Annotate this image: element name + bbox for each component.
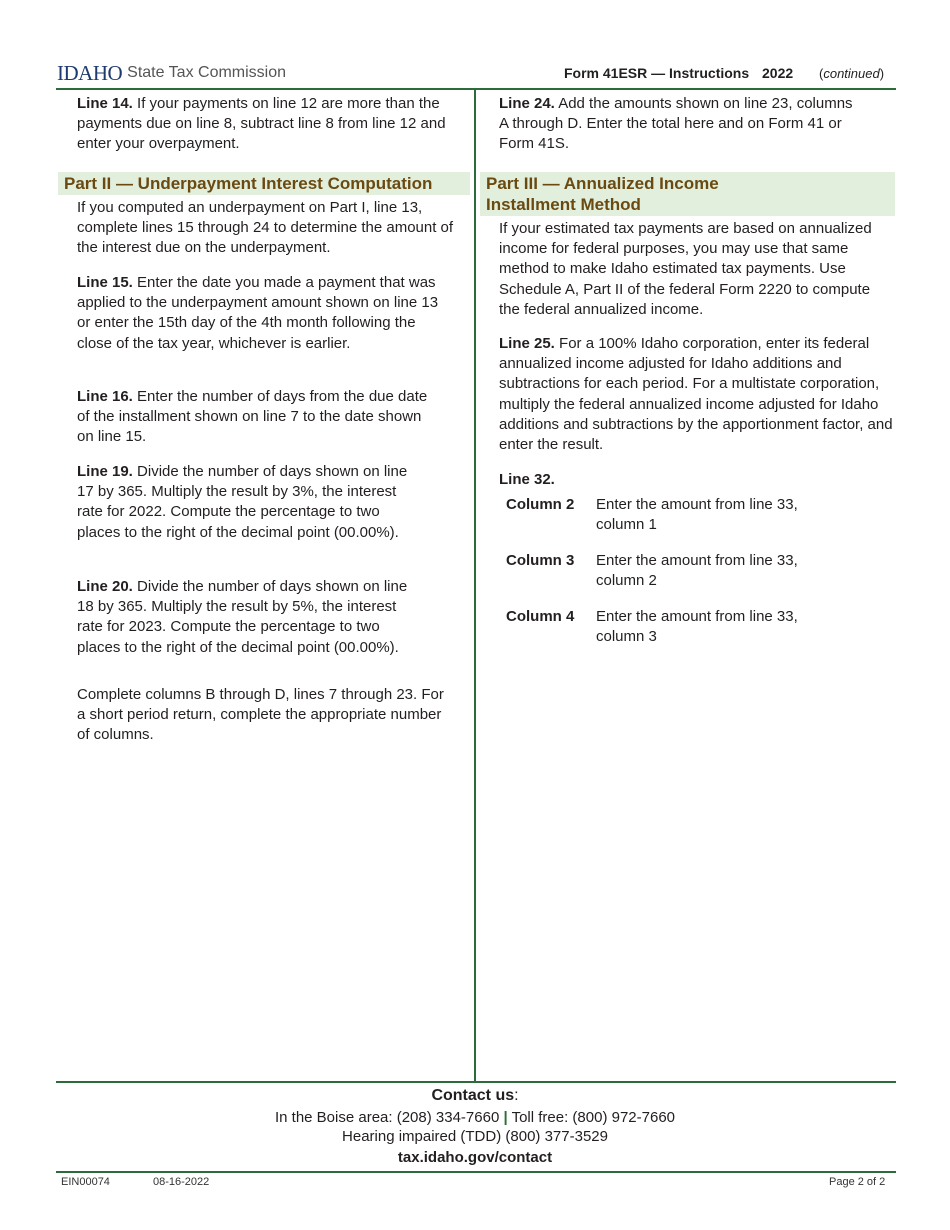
contact-phone-line [0, 1108, 950, 1127]
part-2-heading: Part II — Underpayment Interest Computation [58, 172, 470, 195]
line-16-label: Line 16. [77, 388, 133, 405]
part-3-heading [480, 172, 895, 216]
column-3-label: Column 3 [506, 552, 575, 569]
closing-paragraph: Complete columns B through D, lines 7 through 23. For a short period return, complete the appropriate number of columns. [77, 686, 444, 744]
line-14-paragraph [77, 94, 475, 155]
line-15-text: Enter the date you made a payment that was applied to the underpayment amount shown on line 13 or enter the 15th day of the 4th month following the close of the tax year, whichever is earlier. [77, 274, 439, 352]
line-32-column-list [506, 495, 836, 647]
line-19-text: Divide the number of days shown on line 17 by 365. Multiply the result by 3%, the interest rate for 2022. Compute the percentage to two places to the right of the decimal point (00.00%). [77, 463, 408, 541]
part-3-intro: If your estimated tax payments are based on annualized income for federal purposes, you may use that same method to make Idaho estimated tax payments. Use Schedule A, Part II of the federal Form 2220 to compute the federal annualized income. [499, 220, 872, 318]
tdd-phone: Hearing impaired (TDD) (800) 377-3529 [342, 1128, 608, 1145]
line-15-label: Line 15. [77, 274, 133, 291]
line-19-label: Line 19. [77, 463, 133, 480]
line-19-paragraph [77, 462, 422, 543]
page-number: Page 2 of 2 [829, 1176, 886, 1188]
contact-heading: Contact us: [431, 1087, 519, 1104]
part-3-heading-line-2: Installment Method [486, 195, 641, 214]
toll-free-phone: Toll free: (800) 972-7660 [511, 1109, 676, 1126]
part-3-heading-line-1: Part III — Annualized Income [486, 174, 719, 193]
column-3-text-line-1: Enter the amount from line 33, [596, 552, 798, 569]
column-4-row [506, 607, 836, 647]
form-year: 2022 [762, 65, 794, 81]
line-16-paragraph [77, 387, 442, 448]
column-2-text-line-2: column 1 [596, 516, 657, 533]
line-25-text: For a 100% Idaho corporation, enter its federal annualized income adjusted for Idaho additions and subtractions for each period. For a multistate corporation, multiply the federal annualized income adjusted for Idaho additions and subtractions by the apportionment factor, and enter the result. [499, 335, 893, 454]
idaho-logo [57, 62, 286, 84]
line-32-label: Line 32. [499, 471, 555, 488]
line-15-paragraph [77, 273, 442, 354]
logo-idaho-wordmark: IDAHO [57, 61, 123, 85]
phone-separator: | [503, 1109, 508, 1126]
contact-divider [56, 1081, 896, 1083]
continued-note: (continued) [819, 66, 885, 81]
column-4-text-line-1: Enter the amount from line 33, [596, 608, 798, 625]
column-3-text [596, 551, 836, 591]
line-25-label: Line 25. [499, 335, 555, 352]
column-3-row [506, 551, 836, 591]
line-14-label: Line 14. [77, 95, 133, 112]
column-2-text-line-1: Enter the amount from line 33, [596, 496, 798, 513]
line-24-paragraph [499, 94, 864, 155]
column-2-row [506, 495, 836, 535]
part-2-intro: If you computed an underpayment on Part I, line 13, complete lines 15 through 24 to determine the amount of the interest due on the underpayment. [77, 199, 454, 257]
line-25-paragraph [499, 334, 897, 455]
contact-url-link[interactable]: tax.idaho.gov/contact [397, 1149, 553, 1166]
line-20-label: Line 20. [77, 578, 133, 595]
boise-phone: In the Boise area: (208) 334-7660 [274, 1109, 500, 1126]
continued-text: continued [823, 66, 880, 81]
footer-divider [56, 1171, 896, 1173]
line-24-label: Line 24. [499, 95, 555, 112]
column-4-text [596, 607, 836, 647]
column-3-text-line-2: column 2 [596, 572, 657, 589]
column-4-text-line-2: column 3 [596, 628, 657, 645]
column-divider [474, 89, 476, 1082]
logo-agency-name: State Tax Commission [127, 64, 287, 81]
line-14-text: If your payments on line 12 are more than the payments due on line 8, subtract line 8 from line 12 and enter your overpayment. [77, 95, 446, 153]
column-2-text [596, 495, 836, 535]
line-20-text: Divide the number of days shown on line 18 by 365. Multiply the result by 5%, the interest rate for 2023. Compute the percentage to two places to the right of the decimal point (00.00%). [77, 578, 408, 656]
line-24-text: Add the amounts shown on line 23, columns A through D. Enter the total here and on Form 41 or Form 41S. [499, 95, 853, 153]
form-title: Form 41ESR — Instructions [564, 65, 750, 81]
line-20-paragraph [77, 577, 422, 658]
column-4-label: Column 4 [506, 608, 575, 625]
header-divider [56, 88, 896, 90]
contact-title: Contact us [431, 1087, 515, 1104]
revision-date: 08-16-2022 [153, 1176, 210, 1188]
column-2-label: Column 2 [506, 496, 575, 513]
form-id: EIN00074 [61, 1176, 110, 1188]
line-16-text: Enter the number of days from the due date of the installment shown on line 7 to the date shown on line 15. [77, 388, 428, 446]
